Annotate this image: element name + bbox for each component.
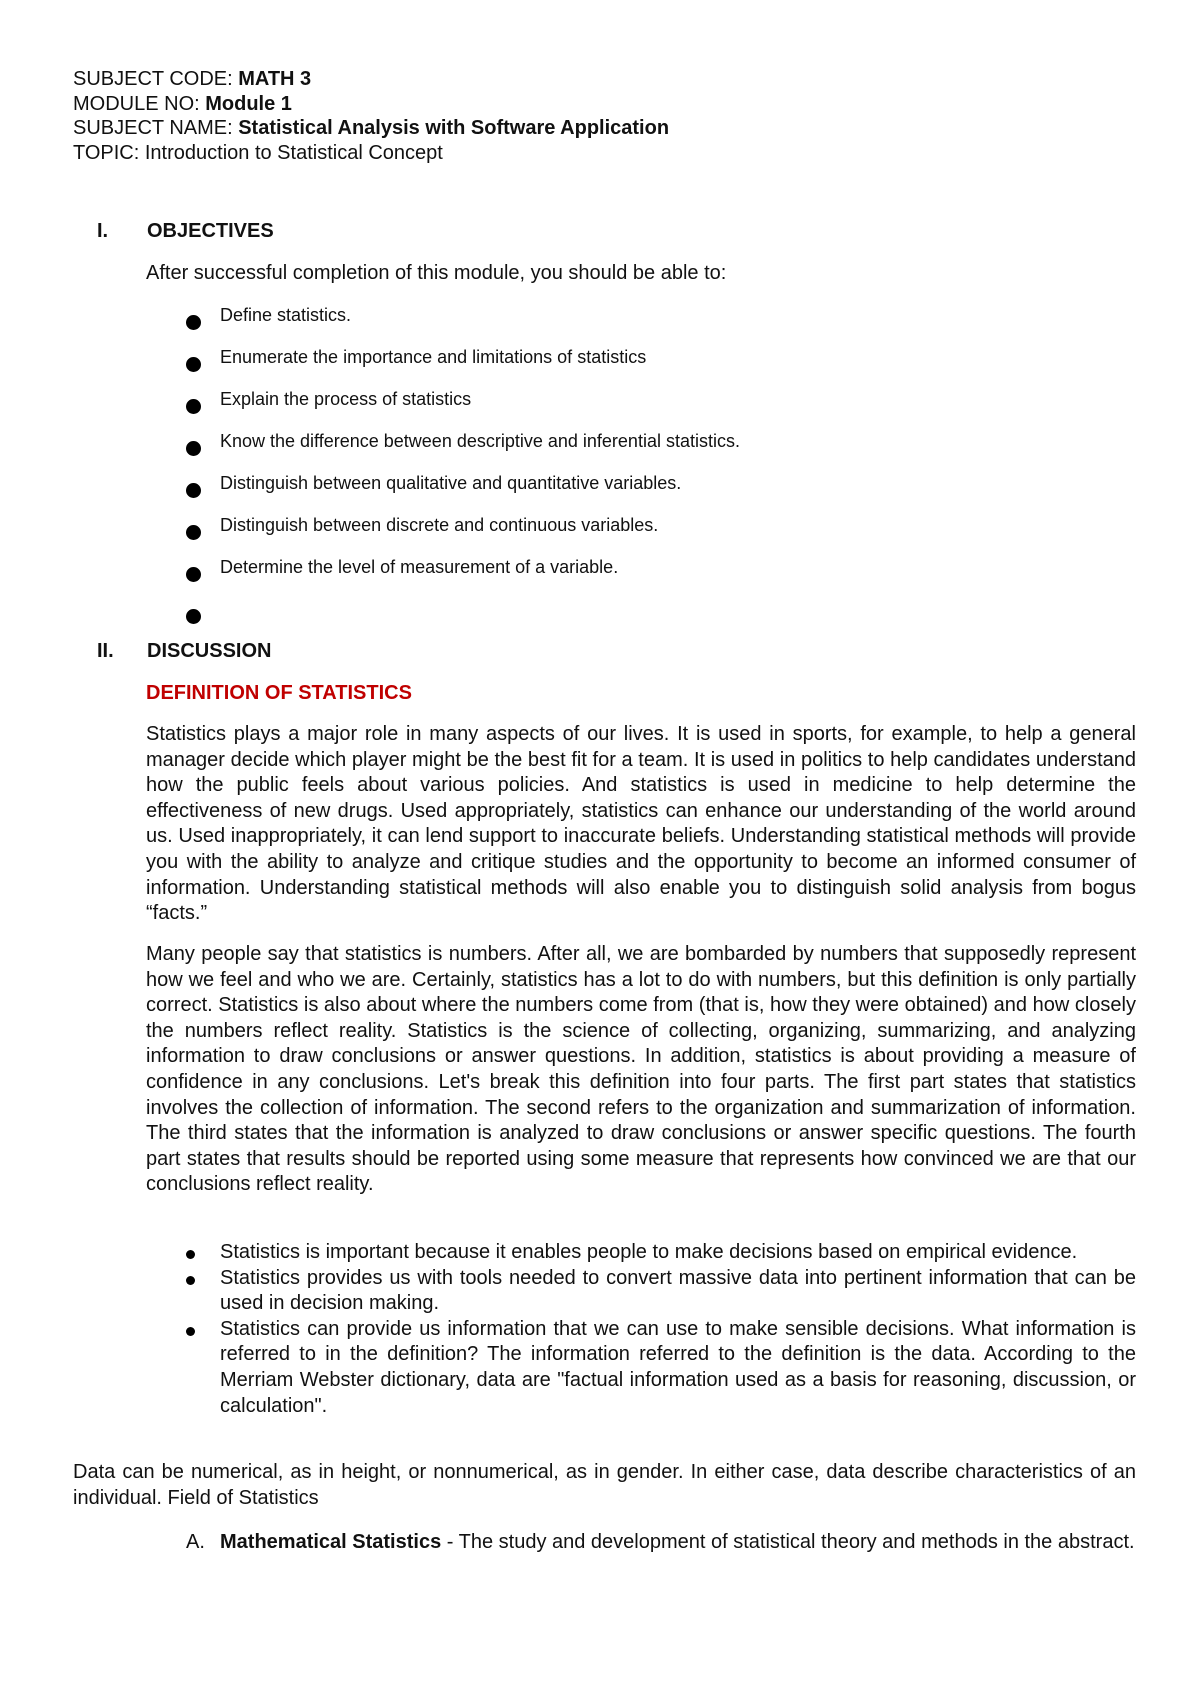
module-no-line — [73, 91, 292, 117]
list-item: Statistics is important because it enables people to make decisions based on empirical evidence. — [146, 1240, 1136, 1266]
module-no-value: Module 1 — [205, 93, 292, 115]
bullet-icon — [186, 357, 201, 372]
module-no-label: MODULE NO: — [73, 93, 206, 115]
section-number: II. — [97, 640, 114, 662]
bullet-icon — [186, 1327, 195, 1336]
bullet-icon — [186, 399, 201, 414]
bullet-icon — [186, 567, 201, 582]
subject-name-line — [73, 115, 669, 141]
subject-code-label: SUBJECT CODE: — [73, 68, 239, 90]
objectives-intro: After successful completion of this module, you should be able to: — [146, 262, 727, 284]
subject-name-value: Statistical Analysis with Software Application — [238, 117, 670, 139]
subject-code-value: MATH 3 — [238, 68, 312, 90]
subject-code-line — [73, 66, 311, 92]
field-description: - The study and development of statistical theory and methods in the abstract. — [441, 1531, 1135, 1553]
field-of-statistics-item — [146, 1530, 1136, 1556]
topic-line — [73, 140, 443, 166]
bullet-icon — [186, 525, 201, 540]
topic-value: Introduction to Statistical Concept — [144, 142, 443, 164]
document-page: SUBJECT CODE: MATH 3 MODULE NO: Module 1 SUBJECT NAME: Statistical Analysis with Software Application TOPIC: Introduction to Statistical Concept I. OBJECTIVES After successful completion of this module, you should be able to: Define statistics. Enumerate the importance and limitations of statistics Explain the process of statistics Know the difference between descriptive and inferential statistics. Distinguish between qualitative and quantitative variables. Distinguish between discrete and continuous variables. Determine the level of measurement of a variable. II. DISCUSSION DEFINITION OF STATISTICS Statistics plays a major role in many aspects of our lives. It is used in sports, for example, to help a general manager decide which player might be the best fit for a team. It is used in politics to help candidates understand how the public feels about various policies. And statistics is used in medicine to help determine the effectiveness of new drugs. Used appropriately, statistics can enhance our understanding of the world around us. Used inappropriately, it can lend support to inaccurate beliefs. Understanding statistical methods will provide you with the ability to analyze and critique studies and the opportunity to become an informed consumer of information. Understanding statistical methods will also enable you to distinguish solid analysis from bogus “facts.” Many people say that statistics is numbers. After all, we are bombarded by numbers that supposedly represent how we feel and who we are. Certainly, statistics has a lot to do with numbers, but this definition is only partially correct. Statistics is also about where the numbers come from (that is, how they were obtained) and how closely the numbers reflect reality. Statistics is the science of collecting, organizing, summarizing, and analyzing information to draw conclusions or answer questions. In addition, statistics is about providing a measure of confidence in any conclusions. Let's break this definition into four parts. The first part states that statistics involves the collection of information. The second refers to the organization and summarization of information. The third states that the information is analyzed to draw conclusions or answer specific questions. The fourth part states that results should be reported using some measure that represents how convinced we are that our conclusions reflect reality. Statistics is important because it enables people to make decisions based on empirical evidence. Statistics provides us with tools needed to convert massive data into pertinent information that can be used in decision making. Statistics can provide us information that we can use to make sensible decisions. What information is referred to in the definition? The information referred to the definition is the data. According to the Merriam Webster dictionary, data are "factual information used as a basis for reasoning, discussion, or calculation". Data can be numerical, as in height, or nonnumerical, as in gender. In either case, data describe characteristics of an individual. Field of Statistics A. Mathematical Statistics - The study and development of statistical theory and methods in the abstract. — [0, 0, 1200, 1698]
field-letter: A. — [186, 1531, 205, 1553]
list-item: Statistics provides us with tools needed to convert massive data into pertinent information that can be used in decision making. — [146, 1266, 1136, 1317]
bullet-icon — [186, 441, 201, 456]
bullet-list — [146, 1240, 1136, 1419]
paragraph: Data can be numerical, as in height, or nonnumerical, as in gender. In either case, data describe characteristics of an individual. Field of Statistics — [73, 1461, 1136, 1509]
field-name: Mathematical Statistics — [220, 1531, 442, 1553]
bullet-icon — [186, 1276, 195, 1285]
section-title: OBJECTIVES — [147, 220, 274, 242]
section-discussion-heading — [97, 638, 271, 664]
bullet-icon — [186, 315, 201, 330]
list-item: Statistics can provide us information that we can use to make sensible decisions. What information is referred to in the definition? The information referred to the definition is the data. According to the Merriam Webster dictionary, data are "factual information used as a basis for reasoning, discussion, or calculation". — [146, 1317, 1136, 1419]
definition-heading: DEFINITION OF STATISTICS — [146, 682, 412, 704]
paragraph: Many people say that statistics is numbers. After all, we are bombarded by numbers that supposedly represent how we feel and who we are. Certainly, statistics has a lot to do with numbers, but this definition is only partially correct. Statistics is also about where the numbers come from (that is, how they were obtained) and how closely the numbers reflect reality. Statistics is the science of collecting, organizing, summarizing, and analyzing information to draw conclusions or answer questions. In addition, statistics is about providing a measure of confidence in any conclusions. Let's break this definition into four parts. The first part states that statistics involves the collection of information. The second refers to the organization and summarization of information. The third states that the information is analyzed to draw conclusions or answer specific questions. The fourth part states that results should be reported using some measure that represents how convinced we are that our conclusions reflect reality. — [146, 943, 1136, 1196]
paragraph: Statistics plays a major role in many aspects of our lives. It is used in sports, for example, to help a general manager decide which player might be the best fit for a team. It is used in politics to help candidates understand how the public feels about various policies. And statistics is used in medicine to help determine the effectiveness of new drugs. Used appropriately, statistics can enhance our understanding of the world around us. Used inappropriately, it can lend support to inaccurate beliefs. Understanding statistical methods will provide you with the ability to analyze and critique studies and the opportunity to become an informed consumer of information. Understanding statistical methods will also enable you to distinguish solid analysis from bogus “facts.” — [146, 723, 1136, 925]
bullet-icon — [186, 1250, 195, 1259]
section-number: I. — [97, 220, 109, 242]
bullet-icon — [186, 483, 201, 498]
bullet-icon — [186, 609, 201, 624]
subject-name-label: SUBJECT NAME: — [73, 117, 239, 139]
section-title: DISCUSSION — [147, 640, 272, 662]
field-body — [220, 1530, 1136, 1556]
topic-label: TOPIC: — [73, 142, 145, 164]
section-objectives-heading — [97, 218, 274, 244]
